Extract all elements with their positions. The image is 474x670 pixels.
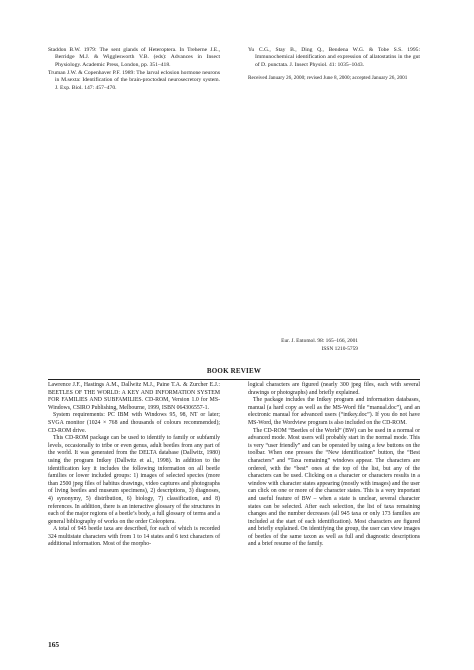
body-paragraph: The CD-ROM “Beetles of the World” (BW) can be used in a normal or advanced mode. Most users will probably start in the normal mode. This is very “user friendly” and can be operated by using a few buttons on the toolbar. When one presses the “New identification” button, the “Best characters” and “Taxa remaining” windows appear. The characters are ordered, with the “best” ones at the top of the list, but any of the characters can be used. Clicking on a character or characters results in a window with character states appearing (mostly with images) and the user can click on one or more of the character states. This is a very important and useful feature of BW – when a state is unclear, several character states can be selected. After each selection, the list of taxa remaining changes and the number decreases (all 945 taxa or only 173 families are included at the start of each identification). Most characters are figured and briefly explained. On identifying the group, the user can view images of beetles of the same taxon as well as full and diagnostic descriptions and a brief resume of the family. — [248, 427, 420, 548]
reference-truman: Truman J.W. & Copenhaver P.F. 1989: The larval eclosion hormone neurons in M.sexta: Identification of the brain-proctodeal neurosecretory system. J. Exp. Biol. 147: 457–470. — [48, 69, 220, 91]
body-paragraph: logical characters are figured (nearly 300 jpeg files, each with several drawings or photographs) and briefly explained. — [248, 382, 420, 396]
body-paragraph: The package includes the Intkey program and information databases, manual (a hard copy as well as the MS-Word file “manual.doc”), and an electronic manual for advanced users (“intkey.doc”). If you do not have MS-Word, the Wordview program is also included on the CD-ROM. — [248, 397, 420, 426]
heading-rule — [48, 379, 420, 380]
body-paragraph: A total of 945 beetle taxa are described, for each of which is recorded 324 multistate characters with from 1 to 14 states and 6 text characters of additional information. Most of the morpho- — [48, 526, 220, 548]
body-paragraph: This CD-ROM package can be used to identify to family or subfamily levels, occasionally to tribe or even genus, adult beetles from any part of the world. It was generated from the DELTA database (Dallwitz, 1980) using the program Intkey (Dallwitz et al., 1998). In addition to the identification key it includes the following information on all beetle families or lower included groups: 1) images of selected species (more than 2500 jpeg files of habitus drawings, video captures and photographs of living beetles and museum specimens), 2) descriptions, 3) diagnoses, 4) synonymy, 5) distribution, 6) biology, 7) classification, and 8) references. In addition, there is an interactive glossary of the structures in each of the major regions of a beetle’s body, a full glossary of terms and a general bibliography of works on the order Coleoptera. — [48, 435, 220, 525]
journal-citation: Eur. J. Entomol. 98: 165–166, 2001 — [281, 338, 358, 344]
reference-yu: Yu C.G., Stay B., Ding Q., Bendena W.G. & Tobe S.S. 1995: Immunochemical identification and expression of allatostatins in the gut of D. punctata. J. Insect Physiol. 41: 1035–1043. — [248, 47, 420, 68]
received-dates: Received January 26, 2000; revised June 8, 2000; accepted January 26, 2001 — [248, 75, 408, 82]
page-number: 165 — [48, 640, 60, 649]
references-right — [248, 47, 420, 82]
references-left — [48, 47, 220, 93]
issn: ISSN 1210-5759 — [321, 346, 358, 352]
body-left-column — [48, 382, 220, 549]
body-right-column — [248, 382, 420, 549]
reference-staddon: Staddon B.W. 1979: The sent glands of Heteroptera. In Treherne J.E., Berridge M.J. & Wigglesworth V.B. (eds): Advances in Insect Physiology. Academic Press, London, pp. 351–418. — [48, 47, 220, 68]
section-heading: BOOK REVIEW — [206, 367, 262, 375]
system-requirements: System requirements: PC IBM with Windows 95, 98, NT or later; SVGA monitor (1024 × 768 and thousands of colours recommended); CD-ROM drive. — [48, 412, 220, 434]
book-citation: Lawrence J.F., Hastings A.M., Dallwitz M.J., Paine T.A. & Zurcher E.J.: BEETLES OF THE WORLD: A KEY AND INFORMATION SYSTEM FOR FAMILIES AND SUBFAMILIES. CD-ROM, Version 1.0 for MS-Windows, CSIRO Publishing, Melbourne, 1999, ISBN 064306557-1. — [48, 382, 220, 411]
